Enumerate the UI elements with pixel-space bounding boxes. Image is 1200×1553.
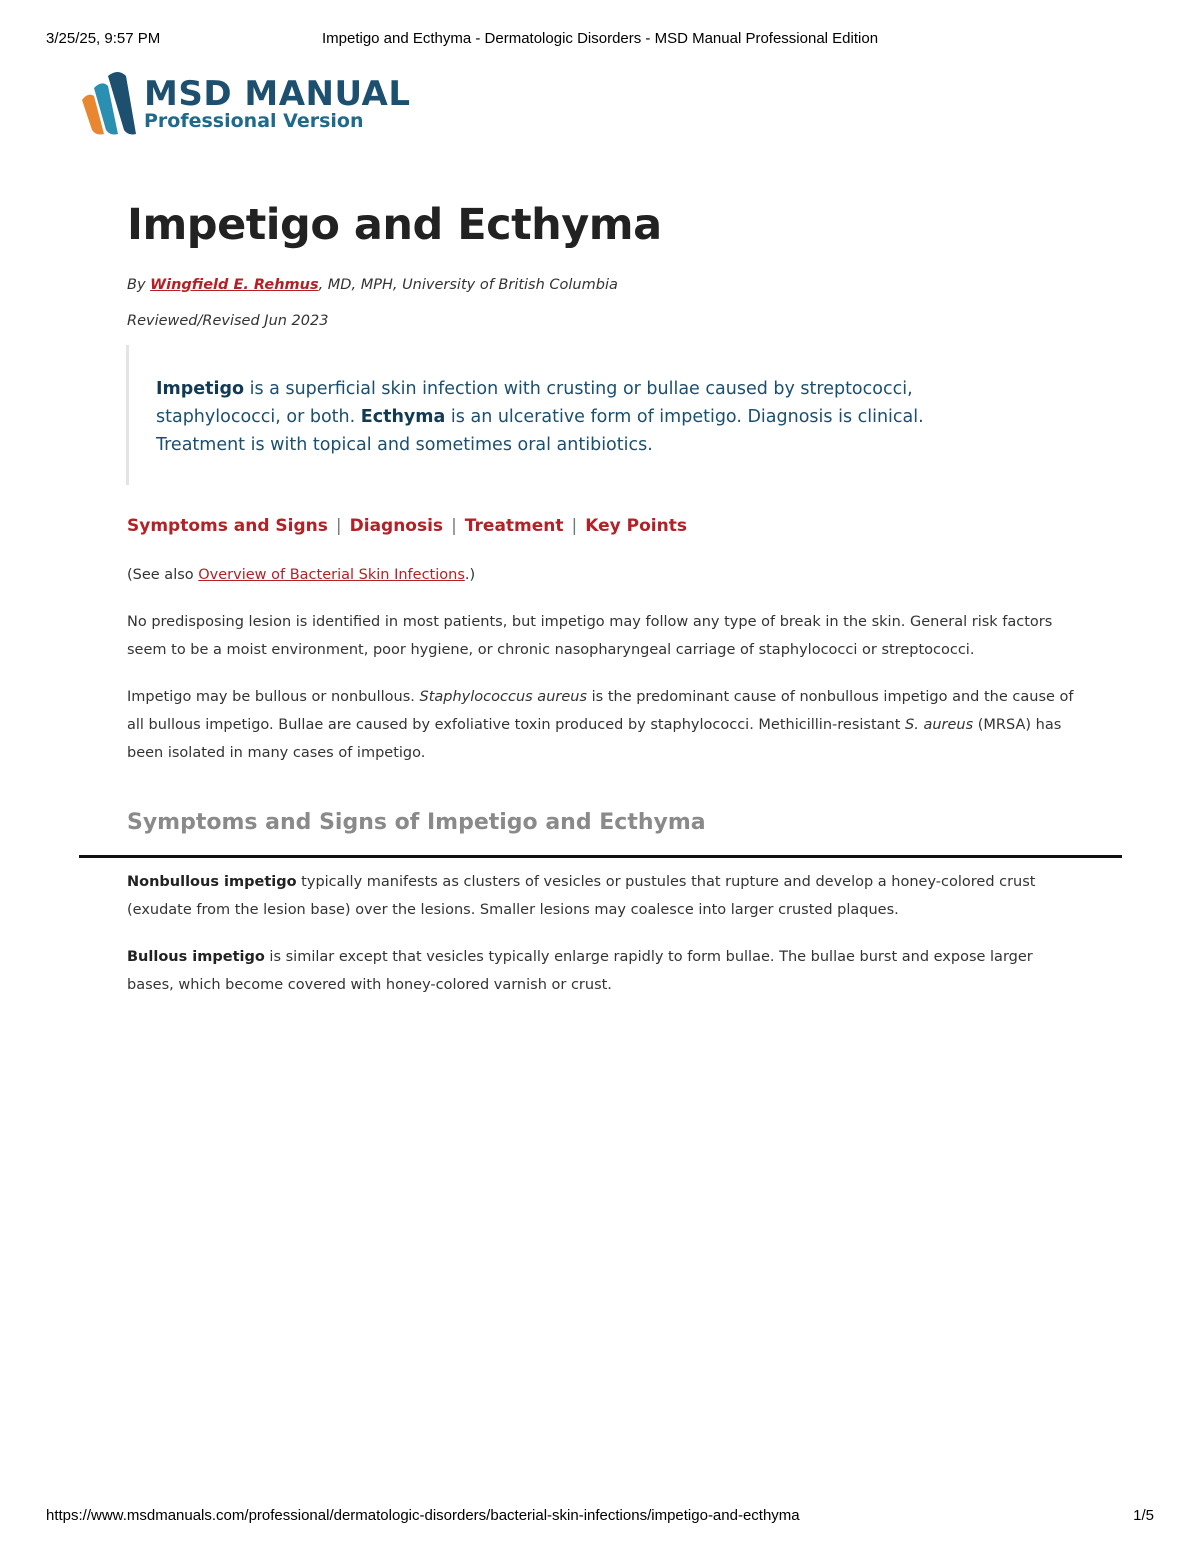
author-link[interactable]: Wingfield E. Rehmus bbox=[150, 277, 319, 293]
jump-link-key-points[interactable]: Key Points bbox=[585, 516, 687, 536]
print-datetime: 3/25/25, 9:57 PM bbox=[46, 30, 161, 47]
paragraph-bullous: Bullous impetigo is similar except that vesicles typically enlarge rapidly to form bullae. The bullae burst and expose larger bases, which become covered with honey-colored varnish or crust. bbox=[127, 949, 1033, 993]
section-divider bbox=[79, 855, 1122, 858]
see-also-link[interactable]: Overview of Bacterial Skin Infections bbox=[198, 567, 465, 583]
author-credentials: , MD, MPH, University of British Columbia bbox=[318, 277, 618, 293]
summary-term-ecthyma: Ecthyma bbox=[360, 407, 446, 427]
logo-title: MSD MANUAL bbox=[144, 74, 411, 114]
msd-logo-mark-icon bbox=[78, 70, 140, 136]
logo-subtitle: Professional Version bbox=[144, 110, 364, 132]
jump-link-diagnosis[interactable]: Diagnosis bbox=[349, 516, 444, 536]
paragraph-nonbullous: Nonbullous impetigo typically manifests as clusters of vesicles or pustules that rupture and develop a honey-colored crust (exudate from the lesion base) over the lesions. Smaller lesions may coalesce into larger crusted plaques. bbox=[127, 874, 1036, 918]
page-title: Impetigo and Ecthyma bbox=[127, 200, 662, 250]
print-page-title: Impetigo and Ecthyma - Dermatologic Disorders - MSD Manual Professional Edition bbox=[321, 30, 879, 47]
jump-link-treatment[interactable]: Treatment bbox=[464, 516, 564, 536]
see-also: (See also Overview of Bacterial Skin Infections.) bbox=[127, 567, 476, 583]
section-heading-symptoms[interactable]: Symptoms and Signs of Impetigo and Ecthyma bbox=[127, 810, 706, 835]
paragraph-risk-factors: No predisposing lesion is identified in most patients, but impetigo may follow any type of break in the skin. General risk factors seem to be a moist environment, poor hygiene, or chronic nasopharyngeal carriage of staphylococci or streptococci. bbox=[127, 614, 1053, 658]
jump-separator: | bbox=[335, 516, 342, 536]
term-bullous: Bullous impetigo bbox=[127, 949, 265, 965]
reviewed-date: Reviewed/Revised Jun 2023 bbox=[127, 313, 329, 329]
print-page-number: 1/5 bbox=[1133, 1507, 1154, 1524]
print-url: https://www.msdmanuals.com/professional/dermatologic-disorders/bacterial-skin-infections/impetigo-and-ecthyma bbox=[46, 1507, 800, 1524]
jump-separator: | bbox=[571, 516, 578, 536]
paragraph-causes: Impetigo may be bullous or nonbullous. Staphylococcus aureus is the predominant cause of nonbullous impetigo and the cause of all bullous impetigo. Bullae are caused by exfoliative toxin produced by staphylococci. Methicillin-resistant S. aureus (MRSA) has been isolated in many cases of impetigo. bbox=[127, 689, 1074, 761]
summary-box bbox=[126, 345, 989, 485]
jump-links bbox=[127, 516, 687, 536]
summary-text: Impetigo is a superficial skin infection with crusting or bullae caused by streptococci, staphylococci, or both. Ecthyma is an ulcerative form of impetigo. Diagnosis is clinical. Treatment is with topical and sometimes oral antibiotics. bbox=[156, 379, 924, 455]
byline-prefix: By bbox=[127, 277, 151, 293]
term-nonbullous: Nonbullous impetigo bbox=[127, 874, 297, 890]
jump-link-symptoms[interactable]: Symptoms and Signs bbox=[127, 516, 328, 536]
jump-separator: | bbox=[451, 516, 457, 536]
summary-term-impetigo: Impetigo bbox=[156, 379, 245, 399]
msd-manual-logo[interactable] bbox=[78, 70, 418, 140]
byline bbox=[127, 277, 618, 293]
